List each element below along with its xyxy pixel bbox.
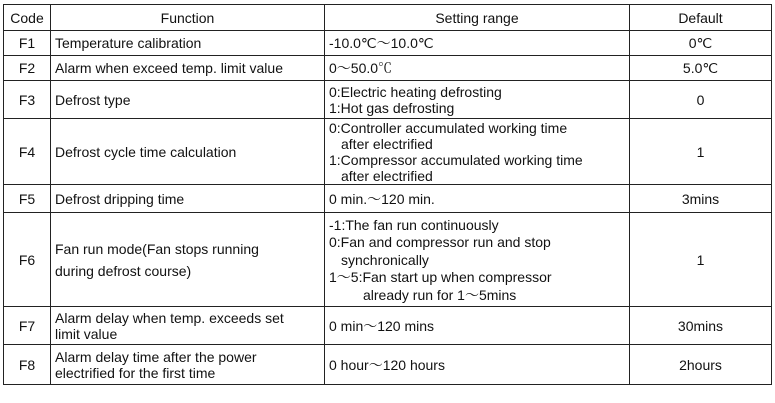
function-line: Defrost type — [55, 91, 131, 108]
range-line: 0 min.～120 min. — [329, 190, 435, 207]
range-line: 0:Electric heating defrosting — [329, 83, 502, 100]
table-row — [4, 307, 772, 345]
row-setting-range — [325, 81, 630, 119]
header-default: Default — [630, 5, 772, 31]
function-line: Alarm when exceed temp. limit value — [55, 60, 283, 76]
row-setting-range — [325, 31, 630, 56]
row-default: 30mins — [630, 307, 772, 345]
range-line: -10.0℃～10.0℃ — [329, 35, 434, 51]
row-code: F7 — [4, 307, 51, 345]
row-function — [51, 185, 325, 213]
row-function — [51, 119, 325, 185]
header-row — [4, 5, 772, 31]
range-line: 0:Controller accumulated working time — [329, 119, 568, 136]
range-line: 0:Fan and compressor run and stop — [329, 233, 551, 250]
row-code: F4 — [4, 119, 51, 185]
range-line: 0～50.0℃ — [329, 60, 393, 76]
table-row — [4, 56, 772, 81]
function-line: electrified for the first time — [55, 364, 216, 381]
row-default: 3mins — [630, 185, 772, 213]
range-line: 0 hour～120 hours — [329, 356, 445, 373]
range-line: after electrified — [341, 167, 433, 184]
row-setting-range — [325, 56, 630, 81]
row-code: F5 — [4, 185, 51, 213]
row-function — [51, 345, 325, 385]
header-setting-range: Setting range — [325, 5, 630, 31]
row-setting-range — [325, 185, 630, 213]
function-line: Defrost dripping time — [55, 190, 185, 207]
row-function — [51, 31, 325, 56]
function-line: limit value — [55, 325, 118, 342]
table-row — [4, 81, 772, 119]
row-default: 2hours — [630, 345, 772, 385]
range-line: already run for 1～5mins — [363, 286, 517, 303]
row-function — [51, 213, 325, 307]
row-default: 1 — [630, 119, 772, 185]
function-line: during defrost course) — [55, 262, 192, 279]
row-function — [51, 56, 325, 81]
row-code: F3 — [4, 81, 51, 119]
function-line: Fan run mode(Fan stops running — [55, 240, 259, 257]
row-code: F2 — [4, 56, 51, 81]
row-default: 5.0℃ — [630, 56, 772, 81]
range-line: 1:Compressor accumulated working time — [329, 151, 583, 168]
function-line: Alarm delay time after the power — [55, 348, 257, 365]
table-row — [4, 185, 772, 213]
table-row — [4, 213, 772, 307]
row-code: F1 — [4, 31, 51, 56]
range-line: 1:Hot gas defrosting — [329, 99, 455, 116]
range-line: 1～5:Fan start up when compressor — [329, 268, 552, 285]
function-line: Temperature calibration — [55, 35, 202, 51]
header-code: Code — [4, 5, 51, 31]
row-setting-range — [325, 213, 630, 307]
row-setting-range — [325, 307, 630, 345]
range-line: 0 min～120 mins — [329, 317, 435, 334]
row-setting-range — [325, 345, 630, 385]
header-function: Function — [51, 5, 325, 31]
table-row — [4, 31, 772, 56]
range-line: after electrified — [341, 135, 433, 152]
row-function — [51, 81, 325, 119]
range-line: -1:The fan run continuously — [329, 216, 499, 233]
row-default: 1 — [630, 213, 772, 307]
table-row — [4, 345, 772, 385]
row-setting-range — [325, 119, 630, 185]
row-code: F8 — [4, 345, 51, 385]
function-line: Alarm delay when temp. exceeds set — [55, 309, 284, 326]
row-function — [51, 307, 325, 345]
row-default: 0 — [630, 81, 772, 119]
range-line: synchronically — [341, 251, 429, 268]
parameter-table — [3, 4, 772, 385]
table-row — [4, 119, 772, 185]
row-default: 0℃ — [630, 31, 772, 56]
row-code: F6 — [4, 213, 51, 307]
function-line: Defrost cycle time calculation — [55, 143, 237, 160]
